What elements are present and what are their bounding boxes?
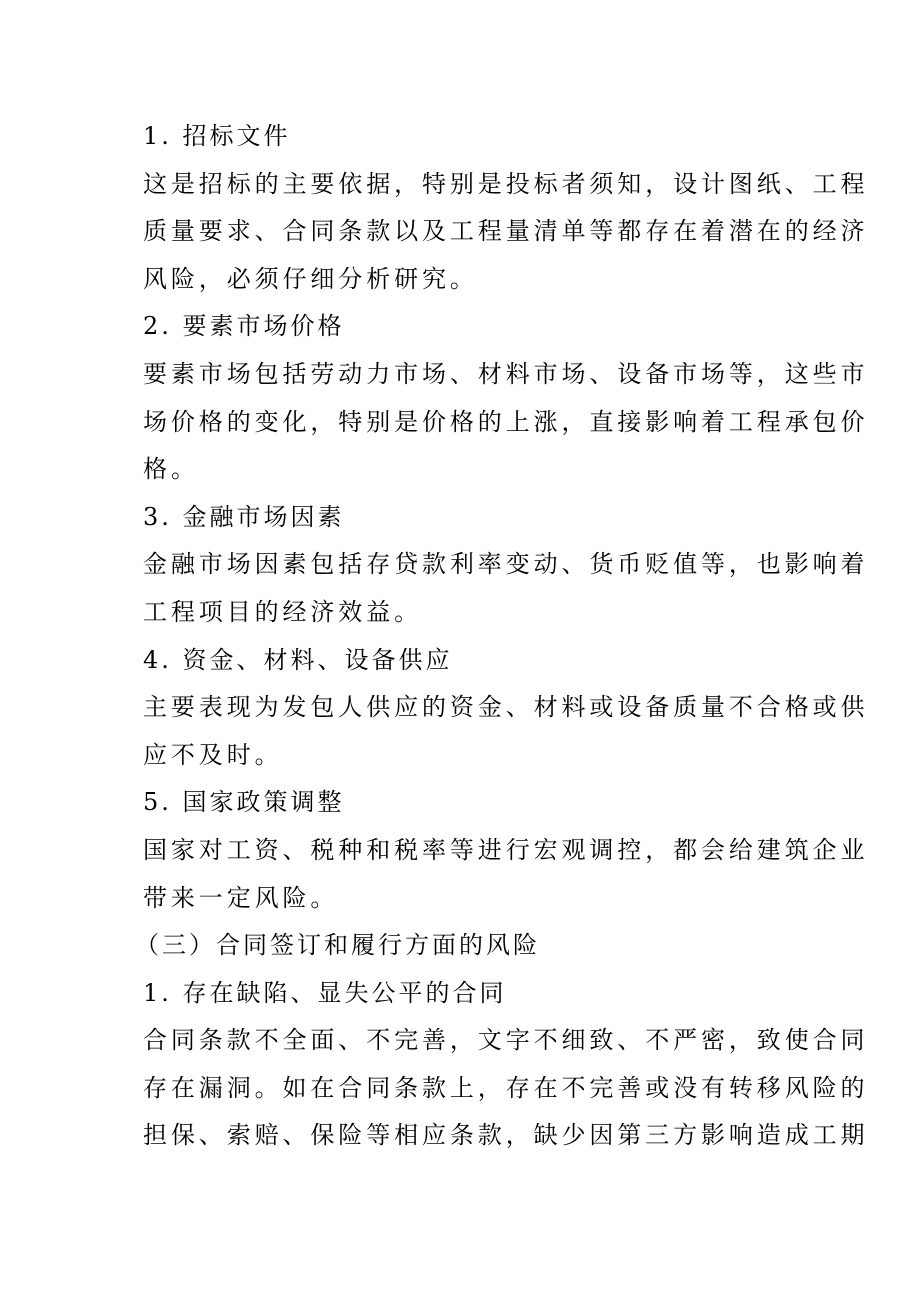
heading-market-prices: 2. 要素市场价格 xyxy=(143,312,345,341)
heading-defective-contract: 1. 存在缺陷、显失公平的合同 xyxy=(143,978,507,1007)
heading-supply: 4. 资金、材料、设备供应 xyxy=(143,645,453,674)
paragraph-line: 格。 xyxy=(143,455,199,484)
paragraph-line: 合同条款不全面、不完善，文字不细致、不严密，致使合同 xyxy=(143,1026,869,1055)
paragraph-line: 金融市场因素包括存贷款利率变动、货币贬值等，也影响着 xyxy=(143,550,869,579)
heading-financial-market: 3. 金融市场因素 xyxy=(143,502,345,531)
paragraph-line: 带来一定风险。 xyxy=(143,883,339,912)
heading-policy-adjustment: 5. 国家政策调整 xyxy=(143,788,345,817)
paragraph-line: 担保、索赔、保险等相应条款，缺少因第三方影响造成工期 xyxy=(143,1121,869,1150)
paragraph-line: 国家对工资、税种和税率等进行宏观调控，都会给建筑企业 xyxy=(143,835,869,864)
section-heading-contract-risk: （三）合同签订和履行方面的风险 xyxy=(135,931,540,960)
paragraph-line: 存在漏洞。如在合同条款上，存在不完善或没有转移风险的 xyxy=(143,1073,869,1102)
document-page xyxy=(135,113,869,1160)
paragraph-line: 风险，必须仔细分析研究。 xyxy=(143,264,478,293)
paragraph-line: 场价格的变化，特别是价格的上涨，直接影响着工程承包价 xyxy=(143,407,869,436)
paragraph-line: 主要表现为发包人供应的资金、材料或设备质量不合格或供 xyxy=(143,693,869,722)
paragraph-line: 这是招标的主要依据，特别是投标者须知，设计图纸、工程 xyxy=(143,169,869,198)
paragraph-line: 质量要求、合同条款以及工程量清单等都存在着潜在的经济 xyxy=(143,217,869,246)
paragraph-line: 工程项目的经济效益。 xyxy=(143,597,422,626)
paragraph-line: 应不及时。 xyxy=(143,740,283,769)
heading-bidding-documents: 1. 招标文件 xyxy=(143,122,291,150)
paragraph-line: 要素市场包括劳动力市场、材料市场、设备市场等，这些市 xyxy=(143,359,869,388)
